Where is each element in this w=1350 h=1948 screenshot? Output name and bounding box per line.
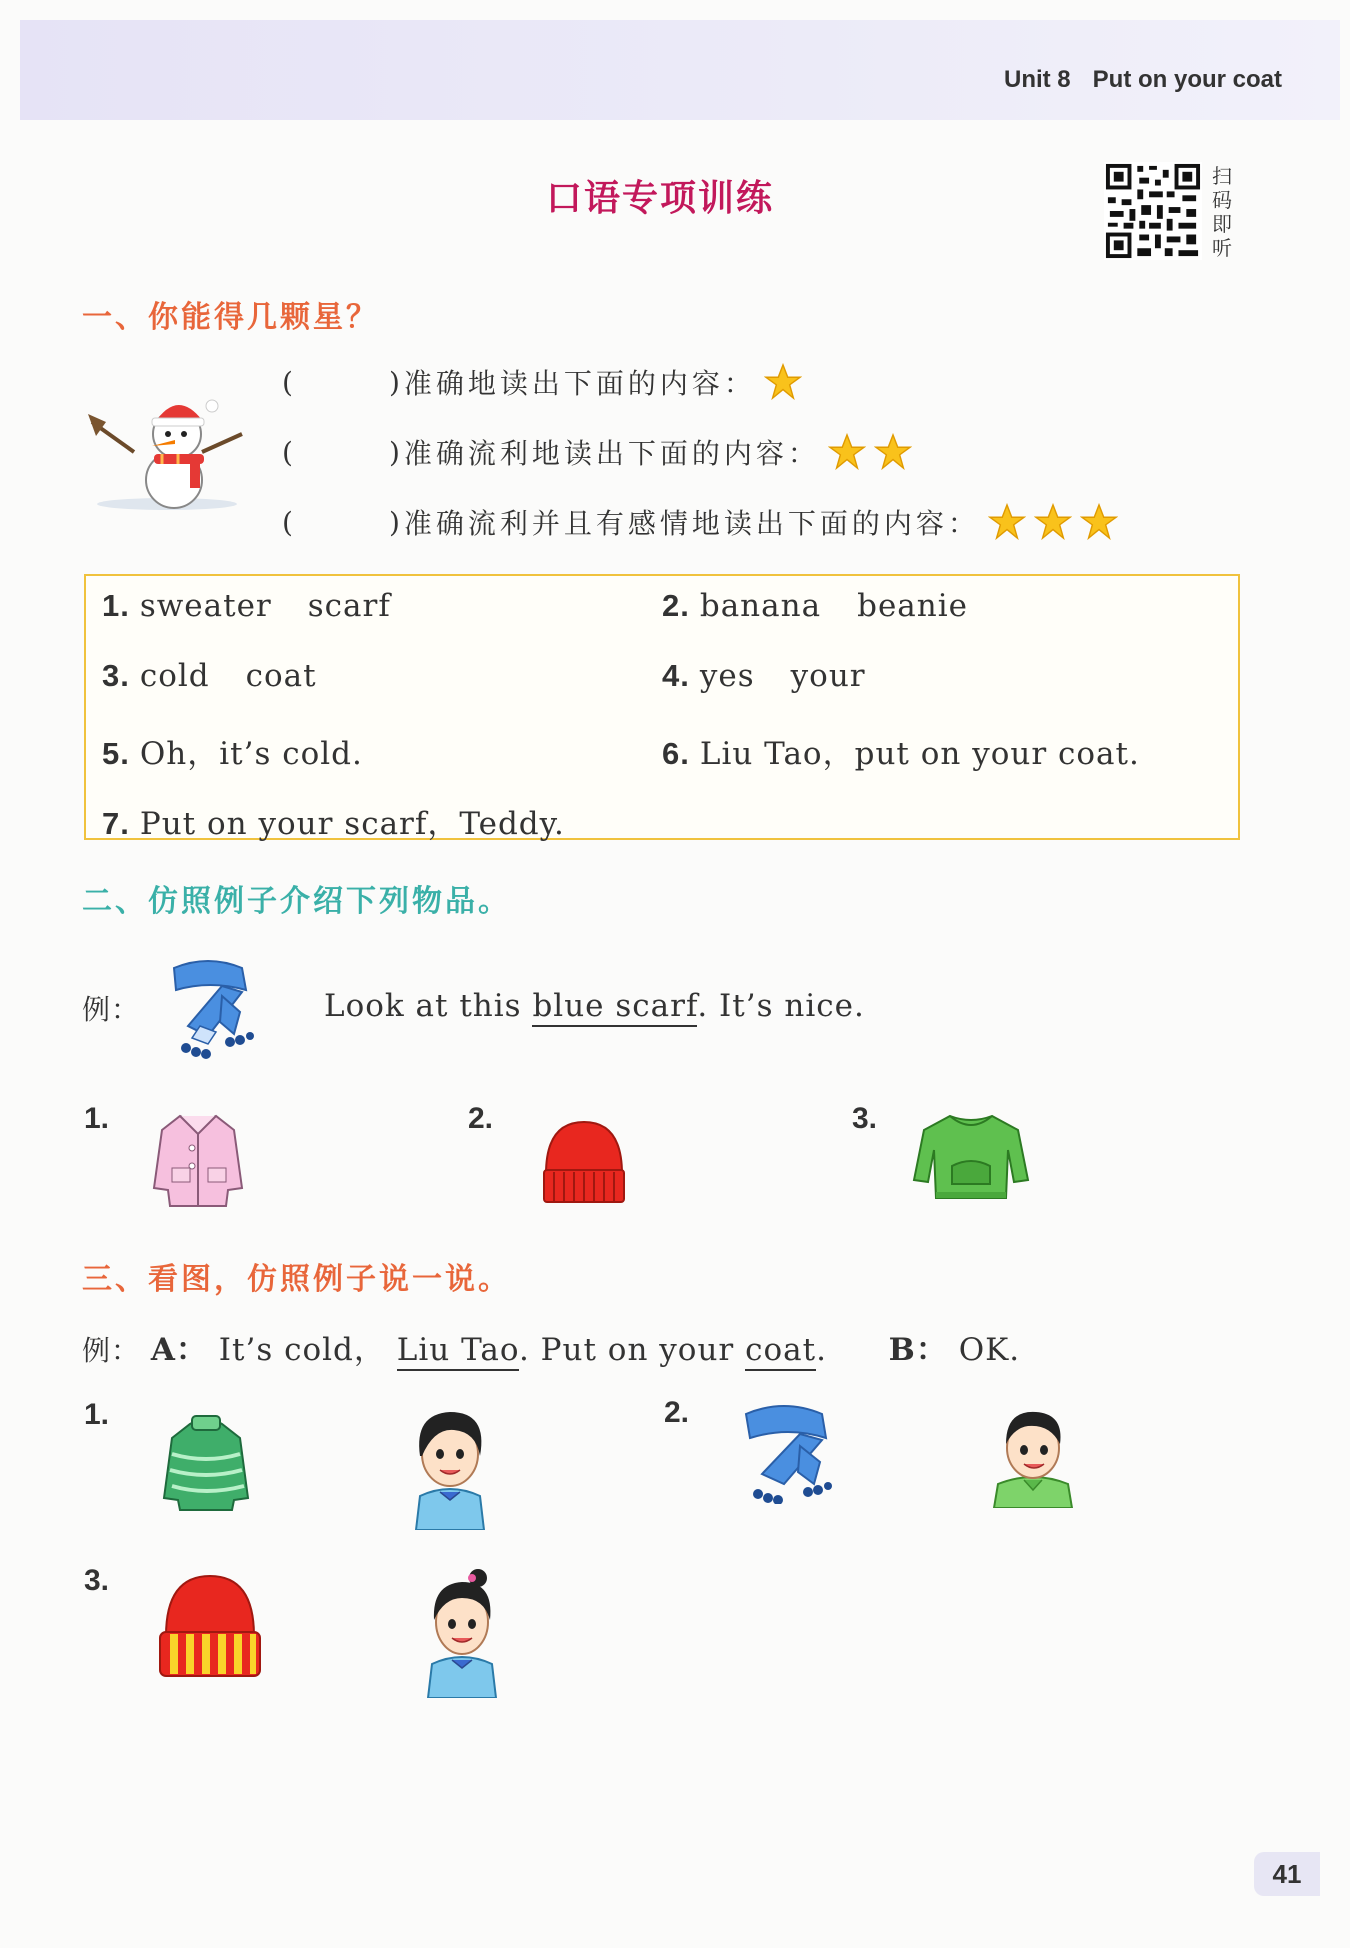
qr-label <box>1212 164 1236 260</box>
section1-title: 一、你能得几颗星？ <box>82 300 379 335</box>
criteria-row-1 <box>282 362 802 402</box>
red-beanie-icon <box>540 1118 628 1208</box>
snowman-icon <box>82 392 252 512</box>
qr-label-char: 即 <box>1212 212 1232 236</box>
qr-label-char: 扫 <box>1212 164 1232 188</box>
paren-open: ( <box>282 365 297 399</box>
example-underline: blue scarf <box>532 988 697 1027</box>
paren-close: ) <box>388 435 404 469</box>
star-icon <box>828 433 866 471</box>
green-sweater-icon <box>910 1110 1032 1206</box>
sentence-item-6: 6. Liu Tao，put on your coat. <box>662 736 1140 772</box>
item-underline: coat <box>745 1332 816 1371</box>
word-item-2: 2. banana beanie <box>662 588 968 624</box>
page-title: 口语专项训练 <box>545 178 774 219</box>
star-icon <box>1080 503 1118 541</box>
dialogue-example: 例： A： It’s cold， Liu Tao. Put on your coat. B： OK. <box>82 1324 1020 1369</box>
word-item-4: 4. yes your <box>662 658 866 694</box>
criteria-text: 准确流利并且有感情地读出下面的内容： <box>403 507 980 540</box>
section3-title: 三、看图，仿照例子说一说。 <box>82 1262 511 1297</box>
paren-open: ( <box>282 435 297 469</box>
paren-close: ) <box>388 505 404 539</box>
item-number: 1. <box>84 1398 110 1431</box>
striped-sweater-icon <box>160 1412 252 1516</box>
star-icon <box>874 433 912 471</box>
red-yellow-beanie-icon <box>156 1570 264 1684</box>
paren-close: ) <box>388 365 404 399</box>
section2-title: 二、仿照例子介绍下列物品。 <box>82 884 511 919</box>
name-underline: Liu Tao <box>397 1332 519 1371</box>
boy-icon <box>988 1404 1078 1508</box>
sentence-item-7: 7. Put on your scarf，Teddy. <box>102 806 565 842</box>
criteria-row-3 <box>282 502 1118 542</box>
unit-title: Put on your coat <box>1092 66 1282 93</box>
star-icon <box>988 503 1026 541</box>
criteria-text: 准确流利地读出下面的内容： <box>403 437 820 470</box>
word-item-1: 1. sweater scarf <box>102 588 391 624</box>
item-number: 3. <box>852 1102 878 1135</box>
page-number: 41 <box>1254 1852 1320 1896</box>
paren-open: ( <box>282 505 297 539</box>
unit-number: Unit 8 <box>1003 66 1071 93</box>
example-sentence: Look at this blue scarf. It’s nice. <box>324 988 865 1024</box>
girl-ponytail-icon <box>414 1564 510 1698</box>
qr-code-icon[interactable] <box>1104 162 1202 260</box>
word-item-3: 3. cold coat <box>102 658 317 694</box>
item-number: 2. <box>664 1396 690 1429</box>
girl-icon <box>400 1400 500 1530</box>
star-icon <box>1034 503 1072 541</box>
reading-word-box <box>84 574 1240 840</box>
pink-coat-icon <box>150 1108 246 1214</box>
qr-label-char: 码 <box>1212 188 1232 212</box>
item-number: 2. <box>468 1102 494 1135</box>
unit-header <box>1004 66 1282 94</box>
criteria-row-2 <box>282 432 912 472</box>
criteria-text: 准确地读出下面的内容： <box>403 367 756 400</box>
item-number: 1. <box>84 1102 110 1135</box>
qr-label-char: 听 <box>1212 236 1232 260</box>
example-label: 例： <box>82 993 141 1026</box>
item-number: 3. <box>84 1564 110 1597</box>
sentence-item-5: 5. Oh，it’s cold. <box>102 736 363 772</box>
star-icon <box>764 363 802 401</box>
blue-scarf-icon <box>164 956 254 1062</box>
blue-scarf-small-icon <box>738 1400 834 1504</box>
